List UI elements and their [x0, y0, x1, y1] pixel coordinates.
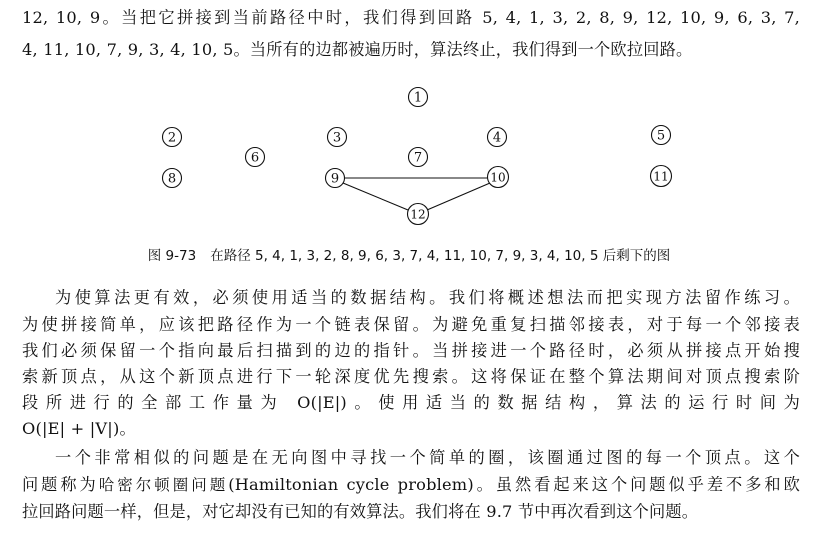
- text-span: 问题称为: [22, 475, 99, 494]
- vertex-5: [652, 126, 671, 145]
- vertex-6: [246, 148, 265, 167]
- vertex-10: [488, 167, 509, 188]
- vertex-label: 3: [332, 130, 342, 146]
- vertex-label: 6: [250, 150, 260, 166]
- vertex-label: 8: [167, 171, 177, 187]
- text-line: O(|E| + |V|)。: [22, 419, 136, 438]
- text-line: 段所进行的全部工作量为 O(|E|)。使用适当的数据结构，算法的运行时间为: [22, 393, 800, 412]
- vertex-12: [408, 204, 429, 225]
- text-line: [22, 475, 800, 495]
- vertex-7: [409, 148, 428, 167]
- graph-vertices: [163, 88, 672, 225]
- vertex-label: 10: [490, 170, 506, 185]
- text-span: (Hamiltonian cycle problem)。虽然看起来这个问题似乎差不多和欧: [228, 475, 800, 494]
- vertex-label: 11: [653, 169, 669, 184]
- text-line: 我们必须保留一个指向最后扫描到的边的指针。当拼接进一个路径时，必须从拼接点开始搜: [22, 341, 800, 360]
- figure-number: 图 9-73: [147, 248, 197, 264]
- vertex-label: 9: [330, 171, 340, 187]
- figure-caption: [0, 247, 818, 265]
- vertex-8: [163, 169, 182, 188]
- vertex-11: [651, 166, 672, 187]
- vertex-label: 1: [413, 90, 423, 106]
- figure-caption-text: 在路径 5, 4, 1, 3, 2, 8, 9, 6, 3, 7, 4, 11, 10, 7, 9, 3, 4, 10, 5 后剩下的图: [210, 248, 671, 264]
- vertex-3: [328, 128, 347, 147]
- vertex-label: 5: [656, 128, 666, 144]
- text-line: 索新顶点，从这个新顶点进行下一轮深度优先搜索。这将保证在整个算法期间对顶点搜索阶: [22, 367, 800, 386]
- text-line: 拉回路问题一样，但是，对它却没有已知的有效算法。我们将在 9.7 节中再次看到这个问题。: [22, 502, 699, 521]
- text-line: 一个非常相似的问题是在无向图中寻找一个简单的圈，该圈通过图的每一个顶点。这个: [55, 448, 800, 467]
- text-line: 4, 11, 10, 7, 9, 3, 4, 10, 5。当所有的边都被遍历时，算法终止，我们得到一个欧拉回路。: [22, 40, 693, 59]
- vertex-4: [488, 128, 507, 147]
- vertex-2: [163, 128, 182, 147]
- vertex-label: 12: [410, 207, 426, 222]
- text-line: 为使拼接简单，应该把路径作为一个链表保留。为避免重复扫描邻接表，对于每一个邻接表: [22, 315, 800, 334]
- text-line: 12, 10, 9。当把它拼接到当前路径中时，我们得到回路 5, 4, 1, 3, 2, 8, 9, 12, 10, 9, 6, 3, 7,: [22, 8, 800, 27]
- vertex-9: [326, 169, 345, 188]
- hamiltonian-term: 哈密尔顿圈问题: [98, 476, 229, 494]
- edge-9-12: [343, 183, 408, 210]
- edge-12-10: [427, 183, 490, 210]
- graph-figure: [0, 80, 818, 245]
- vertex-label: 2: [167, 130, 177, 146]
- text-line: 为使算法更有效，必须使用适当的数据结构。我们将概述想法而把实现方法留作练习。: [55, 288, 800, 307]
- vertex-1: [409, 88, 428, 107]
- vertex-label: 7: [413, 150, 423, 166]
- vertex-label: 4: [492, 130, 502, 146]
